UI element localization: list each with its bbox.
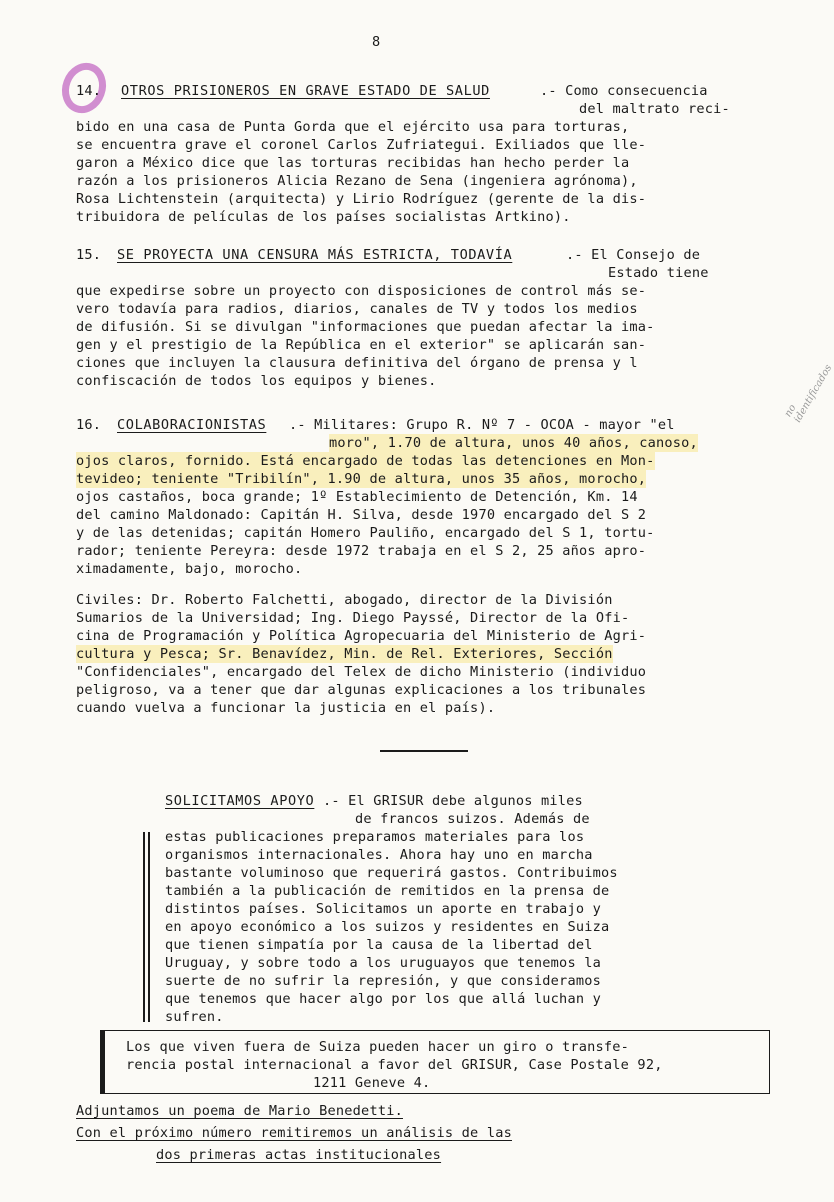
appeal-line: .- El GRISUR debe algunos miles	[323, 793, 583, 809]
section-15-number: 15.	[76, 247, 102, 263]
section-14-line: razón a los prisioneros Alicia Rezano de Sena (ingeniera agrónoma),	[76, 173, 638, 189]
appeal-title: SOLICITAMOS APOYO	[165, 793, 315, 809]
section-15-line: gen y el prestigio de la República en el exterior" se aplicarán san-	[76, 337, 647, 353]
appeal-line: que tienen simpatía por la causa de la libertad del	[165, 937, 593, 953]
section-14-line: Rosa Lichtenstein (arquitecta) y Lirio Rodríguez (gerente de la dis-	[76, 191, 647, 207]
section-14-line: del maltrato reci-	[579, 101, 730, 117]
appeal-line: de francos suizos. Además de	[355, 811, 590, 827]
section-16-line: ximadamente, bajo, morocho.	[76, 561, 303, 577]
section-16-line: tevideo; teniente "Tribilín", 1.90 de altura, unos 35 años, morocho,	[76, 471, 647, 487]
civiles-line: "Confidenciales", encargado del Telex de dicho Ministerio (individuo	[76, 664, 647, 680]
civiles-line: Civiles: Dr. Roberto Falchetti, abogado, director de la División	[76, 592, 613, 608]
appeal-line: en apoyo económico a los suizos y residentes en Suiza	[165, 919, 610, 935]
appeal-margin-rule	[143, 832, 145, 1022]
section-15-line: ciones que incluyen la clausura definitiva del órgano de prensa y l	[76, 355, 638, 371]
section-16-line: y de las detenidas; capitán Homero Pauliño, encargado del S 1, tortu-	[76, 525, 655, 541]
section-16-line: rador; teniente Pereyra: desde 1972 trabaja en el S 2, 25 años apro-	[76, 543, 647, 559]
page-number: 8	[372, 34, 381, 50]
appeal-line: que tenemos que hacer algo por los que allá luchan y	[165, 991, 601, 1007]
appeal-line: sufren.	[165, 1009, 224, 1025]
transfer-notice-line: 1211 Geneve 4.	[313, 1075, 431, 1091]
appeal-line: Uruguay, y sobre todo a los uruguayos que tenemos la	[165, 955, 601, 971]
section-15-line: de difusión. Si se divulgan "informaciones que puedan afectar la ima-	[76, 319, 655, 335]
section-16-line: ojos castaños, boca grande; 1º Establecimiento de Detención, Km. 14	[76, 489, 638, 505]
appeal-line: organismos internacionales. Ahora hay uno en marcha	[165, 847, 593, 863]
section-16-line: del camino Maldonado: Capitán H. Silva, desde 1970 encargado del S 2	[76, 507, 647, 523]
transfer-notice-line: rencia postal internacional a favor del GRISUR, Case Postale 92,	[126, 1057, 663, 1073]
appeal-line: estas publicaciones preparamos materiales para los	[165, 829, 585, 845]
section-16-title: COLABORACIONISTAS	[117, 417, 267, 433]
section-14-line: tribuidora de películas de los países socialistas Artkino).	[76, 209, 571, 225]
section-14-number: 14.	[76, 83, 102, 99]
footer-line: Adjuntamos un poema de Mario Benedetti.	[76, 1103, 403, 1119]
section-15-line: .- El Consejo de	[566, 247, 701, 263]
civiles-line: peligroso, va a tener que dar algunas explicaciones a los tribunales	[76, 682, 647, 698]
civiles-line: Sumarios de la Universidad; Ing. Diego Payssé, Director de la Ofi-	[76, 610, 630, 626]
section-15-line: que expedirse sobre un proyecto con disposiciones de control más se-	[76, 283, 647, 299]
section-14-title: OTROS PRISIONEROS EN GRAVE ESTADO DE SALUD	[121, 83, 490, 99]
transfer-notice-line: Los que viven fuera de Suiza pueden hacer un giro o transfe-	[126, 1039, 630, 1055]
section-15-line: vero todavía para radios, diarios, canales de TV y todos los medios	[76, 301, 638, 317]
section-14-line: bido en una casa de Punta Gorda que el ejército usa para torturas,	[76, 119, 630, 135]
section-15-title: SE PROYECTA UNA CENSURA MÁS ESTRICTA, TODAVÍA	[117, 247, 513, 263]
appeal-margin-rule	[148, 832, 150, 1022]
section-14-line: garon a México dice que las torturas recibidas han hecho perder la	[76, 155, 630, 171]
section-14-line: se encuentra grave el coronel Carlos Zufriategui. Exiliados que lle-	[76, 137, 647, 153]
margin-note: no identificados	[782, 362, 834, 425]
appeal-line: bastante voluminoso que requerirá gastos. Contribuimos	[165, 865, 618, 881]
section-14-line: .- Como consecuencia	[540, 83, 708, 99]
footer-line: dos primeras actas institucionales	[156, 1147, 442, 1163]
section-16-line: ojos claros, fornido. Está encargado de todas las detenciones en Mon-	[76, 453, 655, 469]
section-16-number: 16.	[76, 417, 102, 433]
civiles-line: cina de Programación y Política Agropecuaria del Ministerio de Agri-	[76, 628, 647, 644]
footer-line: Con el próximo número remitiremos un análisis de las	[76, 1125, 512, 1141]
appeal-line: también a la publicación de remitidos en la prensa de	[165, 883, 610, 899]
appeal-line: suerte de no sufrir la represión, y que consideramos	[165, 973, 601, 989]
section-16-line: moro", 1.70 de altura, unos 40 años, canoso,	[329, 435, 698, 451]
separator-rule	[380, 750, 468, 752]
appeal-line: distintos países. Solicitamos un aporte en trabajo y	[165, 901, 601, 917]
civiles-line: cuando vuelva a funcionar la justicia en el país).	[76, 700, 496, 716]
section-15-line: Estado tiene	[608, 265, 709, 281]
civiles-line: cultura y Pesca; Sr. Benavídez, Min. de Rel. Exteriores, Sección	[76, 646, 613, 662]
section-15-line: confiscación de todos los equipos y bienes.	[76, 373, 437, 389]
section-16-line: .- Militares: Grupo R. Nº 7 - OCOA - mayor "el	[289, 417, 675, 433]
